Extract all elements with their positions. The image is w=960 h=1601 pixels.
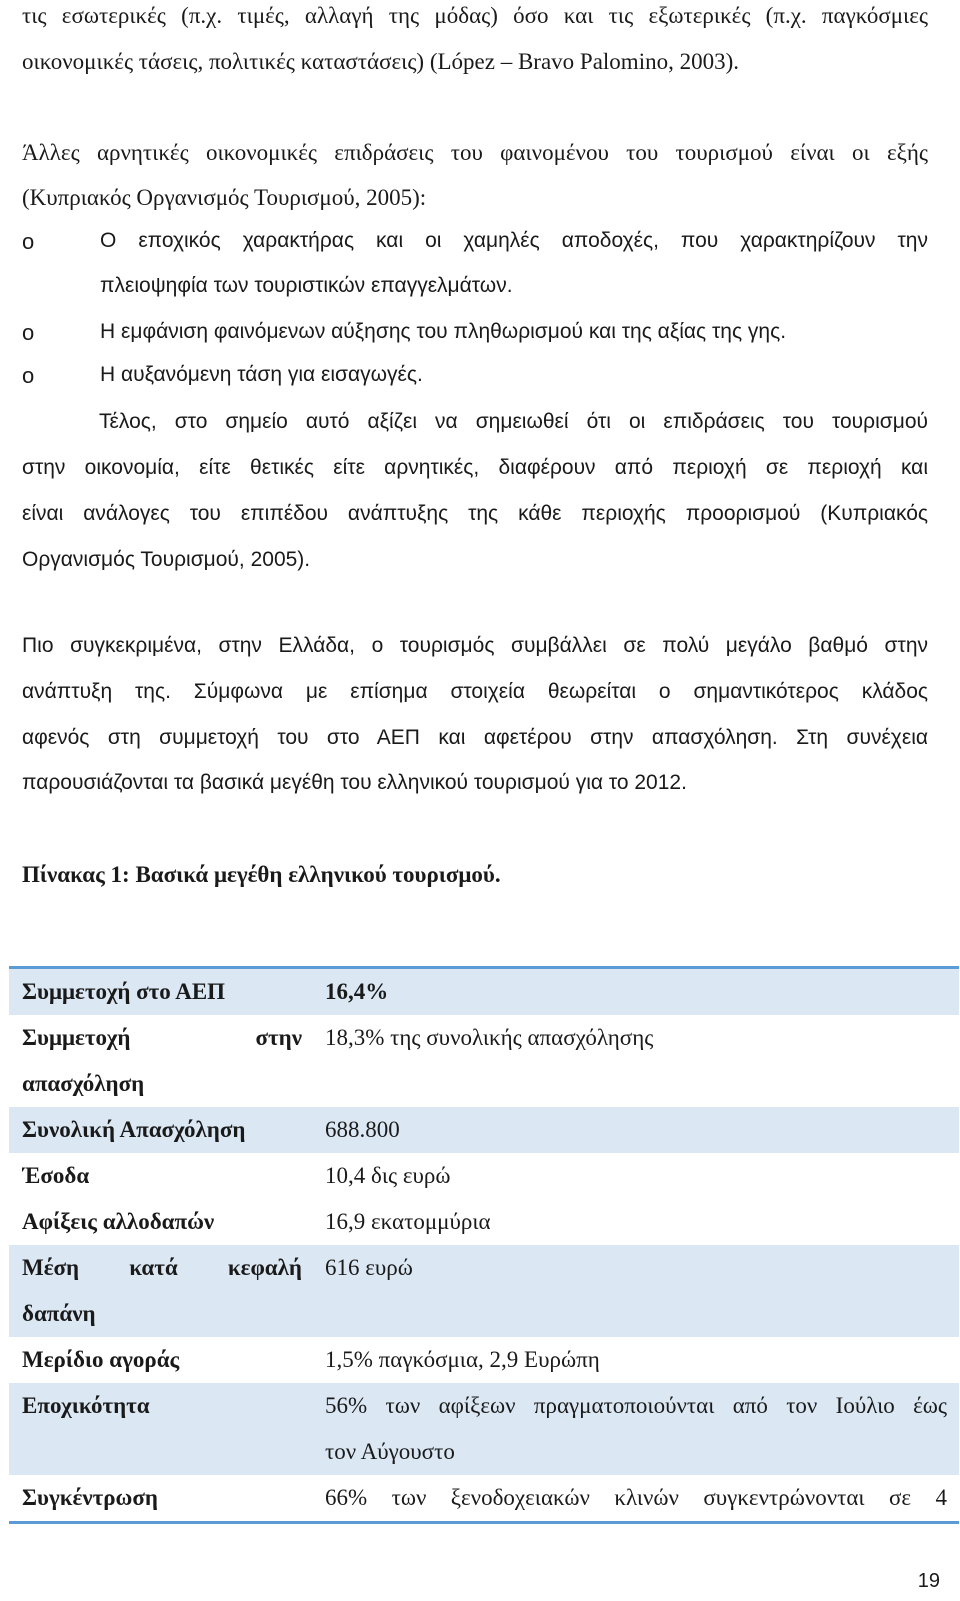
row-value: 66% των ξενοδοχειακών κλινών συγκεντρώνονται σε 4 (325, 1485, 947, 1510)
text-line: (Κυπριακός Οργανισμός Τουρισμού, 2005): (22, 185, 427, 210)
row-label: Έσοδα (22, 1163, 90, 1188)
row-value: 616 ευρώ (325, 1255, 413, 1280)
list-item: Η εμφάνιση φαινόμενων αύξησης του πληθωρισμού και της αξίας της γης. (100, 320, 787, 343)
bullet-marker: o (22, 363, 35, 388)
text-line: Άλλες αρνητικές οικονομικές επιδράσεις του φαινομένου του τουρισμού είναι οι εξής (22, 140, 928, 165)
row-label: Συμμετοχή στην απασχόληση (22, 1025, 302, 1096)
row-label: Συνολική Απασχόληση (22, 1117, 246, 1142)
page-number: 19 (917, 1570, 940, 1592)
table-row (9, 1383, 959, 1475)
text-line: αφενός στη συμμετοχή του στο ΑΕΠ και αφετέρου στην απασχόληση. Στη συνέχεια (22, 726, 928, 749)
text-line: οικονομικές τάσεις, πολιτικές καταστάσεις) (López – Bravo Palomino, 2003). (22, 49, 739, 74)
tourism-table (9, 966, 959, 1524)
table-row (9, 1199, 959, 1245)
table-caption: Πίνακας 1: Βασικά μεγέθη ελληνικού τουρισμού. (22, 862, 501, 887)
table-row (9, 1153, 959, 1199)
list-item: Ο εποχικός χαρακτήρας και οι χαμηλές αποδοχές, που χαρακτηρίζουν την (100, 229, 928, 252)
text-line: τις εσωτερικές (π.χ. τιμές, αλλαγή της μόδας) όσο και τις εξωτερικές (π.χ. παγκόσμιες (22, 3, 928, 28)
table-row (9, 1337, 959, 1383)
row-label: Μερίδιο αγοράς (22, 1347, 180, 1372)
row-value: 56% των αφίξεων πραγματοποιούνται από τον Ιούλιο έως τον Αύγουστο (325, 1393, 947, 1464)
row-value: 10,4 δις ευρώ (325, 1163, 451, 1188)
row-value: 16,9 εκατομμύρια (325, 1209, 491, 1234)
text-line: Οργανισμός Τουρισμού, 2005). (22, 548, 311, 571)
text-line: Πιο συγκεκριμένα, στην Ελλάδα, ο τουρισμός συμβάλλει σε πολύ μεγάλο βαθμό στην (22, 634, 928, 657)
row-value: 1,5% παγκόσμια, 2,9 Ευρώπη (325, 1347, 600, 1372)
list-item-continuation: πλειοψηφία των τουριστικών επαγγελμάτων. (100, 274, 513, 297)
text-line: είναι ανάλογες του επιπέδου ανάπτυξης της κάθε περιοχής προορισμού (Κυπριακός (22, 502, 928, 525)
text-line: στην οικονομία, είτε θετικές είτε αρνητικές, διαφέρουν από περιοχή σε περιοχή και (22, 456, 928, 479)
text-line: ανάπτυξη της. Σύμφωνα με επίσημα στοιχεία θεωρείται ο σημαντικότερος κλάδος (22, 680, 928, 703)
bullet-marker: o (22, 229, 35, 254)
table-row (9, 969, 959, 1015)
row-label: Αφίξεις αλλοδαπών (22, 1209, 215, 1234)
row-value: 16,4% (325, 979, 389, 1004)
table-row (9, 1475, 959, 1521)
row-label: Συγκέντρωση (22, 1485, 158, 1510)
list-item: Η αυξανόμενη τάση για εισαγωγές. (100, 363, 423, 386)
text-line: παρουσιάζονται τα βασικά μεγέθη του ελληνικού τουρισμού για το 2012. (22, 771, 687, 794)
row-value: 18,3% της συνολικής απασχόλησης (325, 1025, 654, 1050)
row-label: Συμμετοχή στο ΑΕΠ (22, 979, 226, 1004)
row-label: Εποχικότητα (22, 1393, 150, 1418)
row-label: Μέση κατά κεφαλή δαπάνη (22, 1255, 302, 1326)
table-row (9, 1015, 959, 1107)
table-row (9, 1245, 959, 1337)
text-line: Τέλος, στο σημείο αυτό αξίζει να σημειωθεί ότι οι επιδράσεις του τουρισμού (99, 410, 928, 433)
bullet-marker: o (22, 320, 35, 345)
row-value: 688.800 (325, 1117, 400, 1142)
table-row (9, 1107, 959, 1153)
